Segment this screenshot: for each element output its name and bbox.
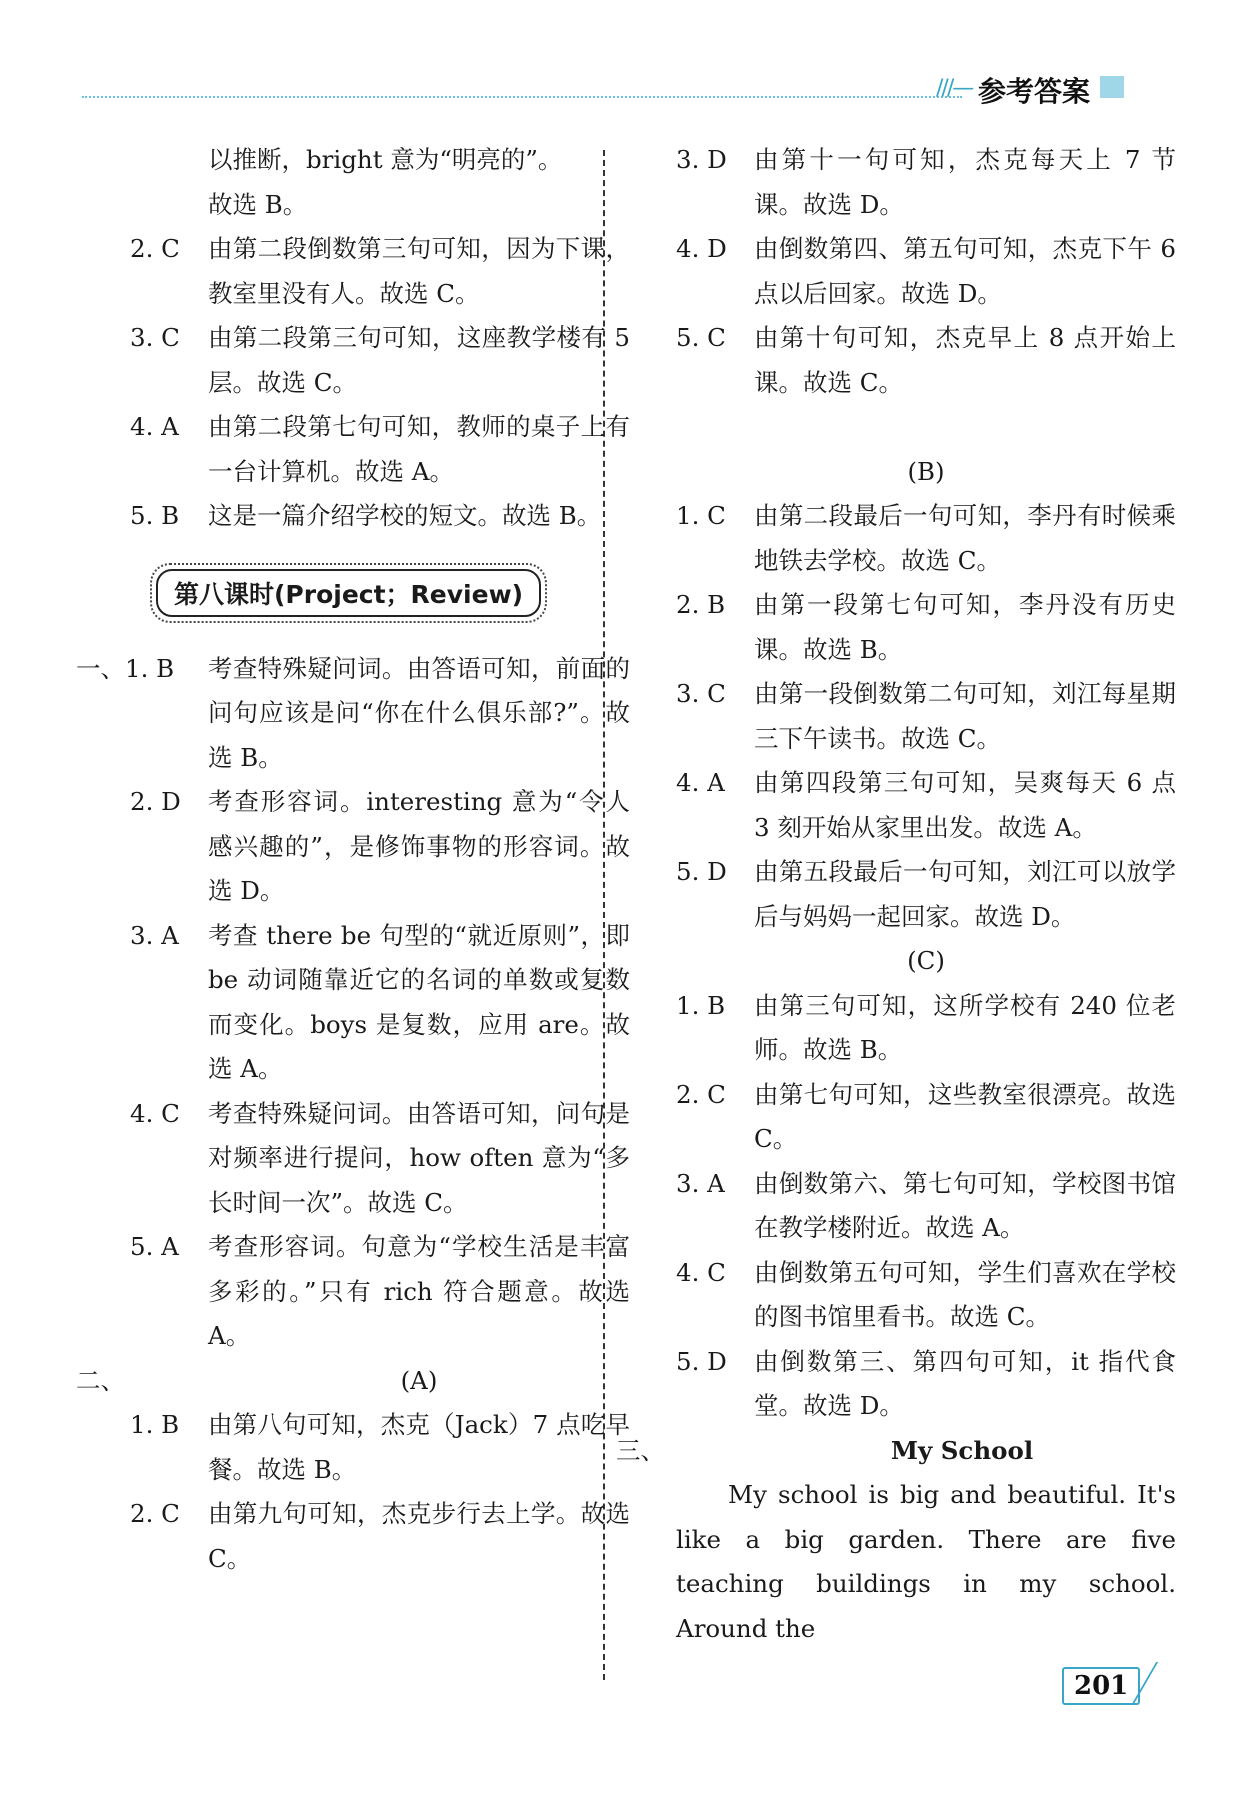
answer-item: [676, 583, 1176, 672]
answer-explanation: 这是一篇介绍学校的短文。故选 B。: [208, 501, 602, 530]
answer-number: 2. C: [130, 234, 180, 263]
answer-number: 3. A: [676, 1168, 725, 1198]
answer-explanation: 考查形容词。句意为“学校生活是丰富多彩的。”只有 rich 符合题意。故选 A。: [208, 1232, 630, 1350]
answer-number: 3. A: [130, 920, 179, 950]
subsection-label: (C): [907, 946, 945, 975]
answer-number: 4. C: [130, 1098, 180, 1128]
essay-title: My School: [890, 1435, 1034, 1465]
answer-number: 2. C: [130, 1499, 180, 1528]
answer-number: 4. A: [130, 412, 179, 441]
answer-number: 4. A: [676, 768, 725, 797]
answer-explanation: 由第十句可知，杰克早上 8 点开始上课。故选 C。: [754, 323, 1176, 397]
answer-item: [676, 672, 1176, 761]
page-header-title: 参考答案: [978, 75, 1091, 108]
answer-item: [130, 227, 630, 316]
answer-number: 5. D: [676, 857, 727, 886]
answer-item: [130, 914, 630, 1092]
answer-number: 2. B: [676, 590, 726, 619]
answer-item: [676, 227, 1176, 316]
answer-number: 5. A: [130, 1232, 179, 1261]
answer-number: 4. C: [676, 1257, 726, 1287]
answer-number: 3. C: [130, 323, 180, 352]
answer-explanation: 由第四段第三句可知，吴爽每天 6 点 3 刻开始从家里出发。故选 A。: [754, 768, 1176, 842]
answer-item: [676, 850, 1176, 939]
answer-number: 2. C: [676, 1079, 726, 1109]
answer-explanation: 由第二段倒数第三句可知，因为下课，教室里没有人。故选 C。: [208, 234, 630, 308]
answer-number: 1. B: [676, 990, 726, 1020]
answer-item: [676, 984, 1176, 1073]
answer-continuation: 故选 B。: [208, 189, 308, 219]
answer-item: [130, 1225, 630, 1359]
answer-item: [130, 780, 630, 914]
answer-explanation: 由第二段第三句可知，这座教学楼有 5 层。故选 C。: [208, 323, 630, 397]
answer-explanation: 由第二段第七句可知，教师的桌子上有一台计算机。故选 A。: [208, 412, 630, 486]
answer-number: 1. B: [130, 1410, 180, 1439]
answer-number: 4. D: [676, 234, 727, 263]
answer-explanation: 由第一段第七句可知，李丹没有历史课。故选 B。: [754, 590, 1176, 664]
left-column: [76, 138, 630, 1581]
page-number: 201: [1062, 1667, 1140, 1705]
answer-number: 5. C: [676, 323, 726, 352]
answer-explanation: 由第三句可知，这所学校有 240 位老师。故选 B。: [754, 990, 1176, 1064]
section-heading: [616, 1429, 1176, 1474]
answer-explanation: 考查形容词。interesting 意为“令人感兴趣的”，是修饰事物的形容词。故选 D。: [208, 787, 630, 905]
answer-number: 3. D: [676, 145, 727, 174]
answer-explanation: 由第十一句可知，杰克每天上 7 节课。故选 D。: [754, 145, 1176, 219]
header-tab-marker: [1100, 76, 1124, 98]
answer-explanation: 考查特殊疑问词。由答语可知，问句是对频率进行提问，how often 意为“多长时间一次”。故选 C。: [208, 1098, 630, 1217]
answer-explanation: 由倒数第三、第四句可知，it 指代食堂。故选 D。: [754, 1346, 1176, 1420]
answer-explanation: 由第八句可知，杰克（Jack）7 点吃早餐。故选 B。: [208, 1410, 630, 1484]
section-label: 三、: [616, 1435, 665, 1465]
answer-number: 1. C: [676, 501, 726, 530]
section-heading: [76, 1359, 630, 1404]
answer-number: 2. D: [130, 787, 181, 816]
subsection-label: (B): [907, 456, 945, 486]
answer-item: [130, 1092, 630, 1226]
section-label: 一、1. B: [76, 653, 175, 683]
answer-item: [130, 494, 630, 539]
answer-continuation: 以推断，bright 意为“明亮的”。: [208, 145, 563, 174]
answer-explanation: 由第九句可知，杰克步行去上学。故选 C。: [208, 1499, 630, 1573]
answer-item: [130, 1492, 630, 1581]
answer-number: 5. B: [130, 501, 180, 530]
section-label: 二、: [76, 1365, 125, 1395]
lesson-title: 第八课时(Project；Review): [156, 569, 541, 617]
header-rule: [82, 96, 962, 98]
header-decoration: ///—: [936, 76, 973, 101]
answer-item: [676, 1340, 1176, 1429]
right-column: [616, 138, 1176, 1651]
answer-item: [130, 405, 630, 494]
answer-item: [676, 1162, 1176, 1251]
answer-explanation: 由第一段倒数第二句可知，刘江每星期三下午读书。故选 C。: [754, 679, 1176, 753]
answer-explanation: 由倒数第六、第七句可知，学校图书馆在教学楼附近。故选 A。: [754, 1168, 1176, 1242]
answer-item: [676, 494, 1176, 583]
answer-number: 3. C: [676, 679, 726, 708]
answer-item: [676, 1073, 1176, 1162]
answer-item: [676, 138, 1176, 227]
answer-explanation: 由第五段最后一句可知，刘江可以放学后与妈妈一起回家。故选 D。: [754, 857, 1176, 931]
answer-number: 5. D: [676, 1346, 727, 1376]
answer-explanation: 由第二段最后一句可知，李丹有时候乘地铁去学校。故选 C。: [754, 501, 1176, 575]
answer-explanation: 由倒数第四、第五句可知，杰克下午 6 点以后回家。故选 D。: [754, 234, 1176, 308]
answer-item: [676, 1251, 1176, 1340]
essay-paragraph: My school is big and beautiful. It's like a big garden. There are five teaching buildings in my school. Around the: [676, 1480, 1176, 1643]
answer-item: [76, 647, 630, 781]
subsection-label: (A): [400, 1365, 438, 1395]
answer-explanation: 考查 there be 句型的“就近原则”，即 be 动词随靠近它的名词的单数或复数而变化。boys 是复数，应用 are。故选 A。: [208, 920, 630, 1083]
answer-item: [676, 761, 1176, 850]
answer-explanation: 由第七句可知，这些教室很漂亮。故选 C。: [754, 1079, 1176, 1153]
answer-explanation: 考查特殊疑问词。由答语可知，前面的问句应该是问“你在什么俱乐部?”。故选 B。: [208, 653, 630, 772]
answer-explanation: 由倒数第五句可知，学生们喜欢在学校的图书馆里看书。故选 C。: [754, 1257, 1176, 1331]
answer-item: [130, 1403, 630, 1492]
answer-item: [130, 316, 630, 405]
answer-item: [676, 316, 1176, 405]
